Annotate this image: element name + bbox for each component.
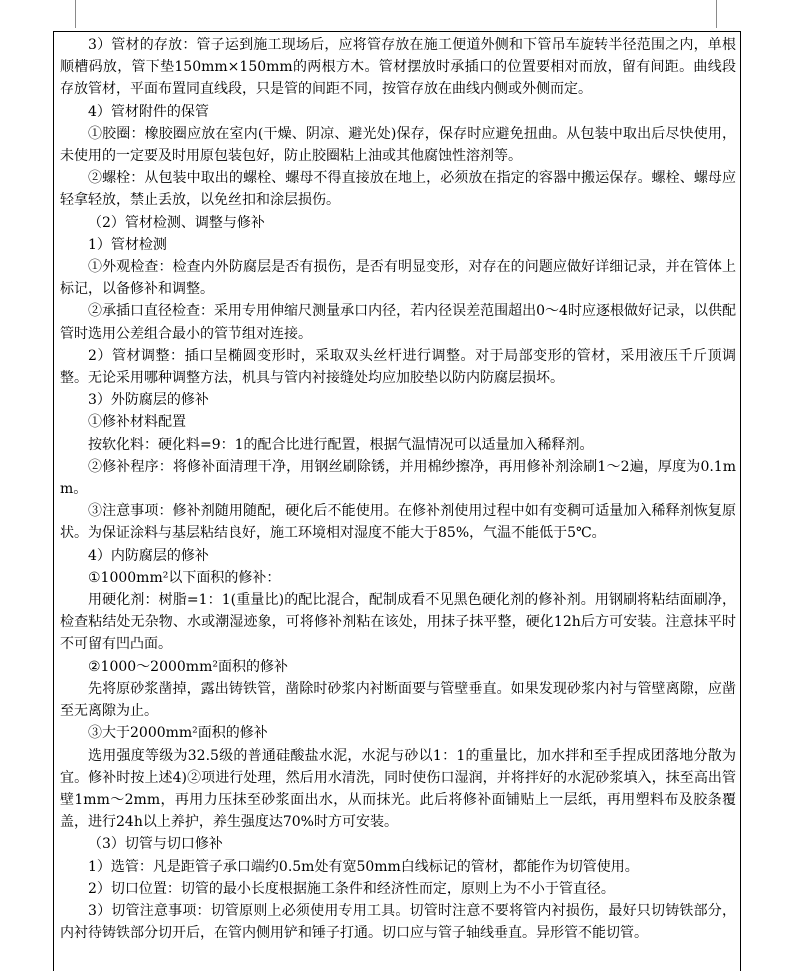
paragraph-rubber-ring: ①胶圈：橡胶圈应放在室内(干燥、阴凉、避光处)保存，保存时应避免扭曲。从包装中取出后尽快使用，未使用的一定要及时用原包装包好，防止胶圈粘上油或其他腐蚀性溶剂等。 bbox=[60, 125, 736, 165]
heading-pipe-inspection: 1）管材检测 bbox=[88, 236, 167, 253]
paragraph-cut-position: 2）切口位置：切管的最小长度根据施工条件和经济性而定，原则上为不小于管直径。 bbox=[88, 880, 615, 897]
paragraph-pipe-storage: 3）管材的存放：管子运到施工现场后，应将管存放在施工便道外侧和下管吊车旋转半径范围之内，单根顺槽码放，管下垫150mm×150mm的两根方木。管材摆放时承插口的位置要相对而放，留有间距。曲线段存放管材，平面布置同直线段，只是管的间距不同，按管存放在曲线内侧或外侧而定。 bbox=[60, 37, 736, 98]
heading-medium-area: ②1000～2000mm²面积的修补 bbox=[88, 658, 288, 675]
heading-outer-coating-repair: 3）外防腐层的修补 bbox=[88, 392, 209, 409]
paragraph-visual-check: ①外观检查：检查内外防腐层是否有损伤，是否有明显变形，对存在的问题应做好详细记录，并在管体上标记，以备修补和调整。 bbox=[60, 259, 736, 298]
crop-mark-right bbox=[716, 0, 717, 28]
paragraph-repair-procedure: ②修补程序：将修补面清理干净，用钢丝刷除锈，并用棉纱擦净，再用修补剂涂刷1～2遍，厚度为0.1mm。 bbox=[60, 458, 736, 498]
paragraph-precautions: ③注意事项：修补剂随用随配，硬化后不能使用。在修补剂使用过程中如有变稠可适量加入稀释剂恢复原状。为保证涂料与基层粘结良好，施工环境相对湿度不能大于85%，气温不能低于5℃。 bbox=[60, 503, 736, 542]
paragraph-socket-diameter: ②承插口直径检查：采用专用伸缩尺测量承口内径，若内径误差范围超出0～4时应逐根做好记录，以供配管时选用公差组合最小的管节组对连接。 bbox=[60, 303, 736, 342]
heading-inner-coating-repair: 4）内防腐层的修补 bbox=[88, 547, 209, 564]
heading-inspection-repair: （2）管材检测、调整与修补 bbox=[88, 214, 265, 231]
paragraph-small-area: 用硬化剂：树脂=1：1(重量比)的配比混合，配制成看不见黑色硬化剂的修补剂。用钢刷将粘结面刷净，检查粘结处无杂物、水或潮湿迹象，可将修补剂粘在该处，用抹子抹平整，硬化12h后方可安装。注意抹平时不可留有凹凸面。 bbox=[60, 592, 736, 653]
paragraph-cut-precautions: 3）切管注意事项：切管原则上必须使用专用工具。切管时注意不要将管内衬损伤，最好只切铸铁部分，内衬待铸铁部分切开后，在管内侧用铲和锤子打通。切口应与管子轴线垂直。异形管不能切管。 bbox=[60, 902, 736, 942]
heading-large-area: ③大于2000mm²面积的修补 bbox=[88, 725, 268, 742]
heading-small-area: ①1000mm²以下面积的修补： bbox=[88, 569, 281, 586]
document-body bbox=[60, 34, 736, 944]
paragraph-medium-area: 先将原砂浆凿掉，露出铸铁管，凿除时砂浆内衬断面要与管壁垂直。如果发现砂浆内衬与管壁离隙，应凿至无离隙为止。 bbox=[60, 680, 736, 720]
heading-cutting: （3）切管与切口修补 bbox=[88, 836, 223, 853]
paragraph-material-ratio: 按软化料：硬化料=9：1的配合比进行配置，根据气温情况可以适量加入稀释剂。 bbox=[88, 436, 594, 453]
heading-fittings-storage: 4）管材附件的保管 bbox=[88, 103, 209, 120]
paragraph-large-area: 选用强度等级为32.5级的普通硅酸盐水泥，水泥与砂以1：1的重量比，加水拌和至手捏成团落地分散为宜。修补时按上述4)②项进行处理，然后用水清洗，同时使伤口湿润，并将拌好的水泥砂浆填入，抹至高出管壁1mm～2mm，再用力压抹至砂浆面出水，从而抹光。此后将修补面铺贴上一层纸，再用塑料布及胶条覆盖，进行24h以上养护，养生强度达70%时方可安装。 bbox=[60, 747, 736, 831]
paragraph-bolts: ②螺栓：从包装中取出的螺栓、螺母不得直接放在地上，必须放在指定的容器中搬运保存。螺栓、螺母应轻拿轻放，禁止丢放，以免丝扣和涂层损伤。 bbox=[60, 170, 736, 209]
paragraph-pipe-selection: 1）选管：凡是距管子承口端约0.5m处有宽50mm白线标记的管材，都能作为切管使用。 bbox=[88, 858, 639, 875]
paragraph-pipe-adjustment: 2）管材调整：插口呈椭圆变形时，采取双头丝杆进行调整。对于局部变形的管材，采用液压千斤顶调整。无论采用哪种调整方法，机具与管内衬接缝处均应加胶垫以防内防腐层损坏。 bbox=[60, 347, 736, 387]
heading-repair-material: ①修补材料配置 bbox=[88, 414, 186, 431]
crop-mark-left bbox=[75, 0, 76, 28]
